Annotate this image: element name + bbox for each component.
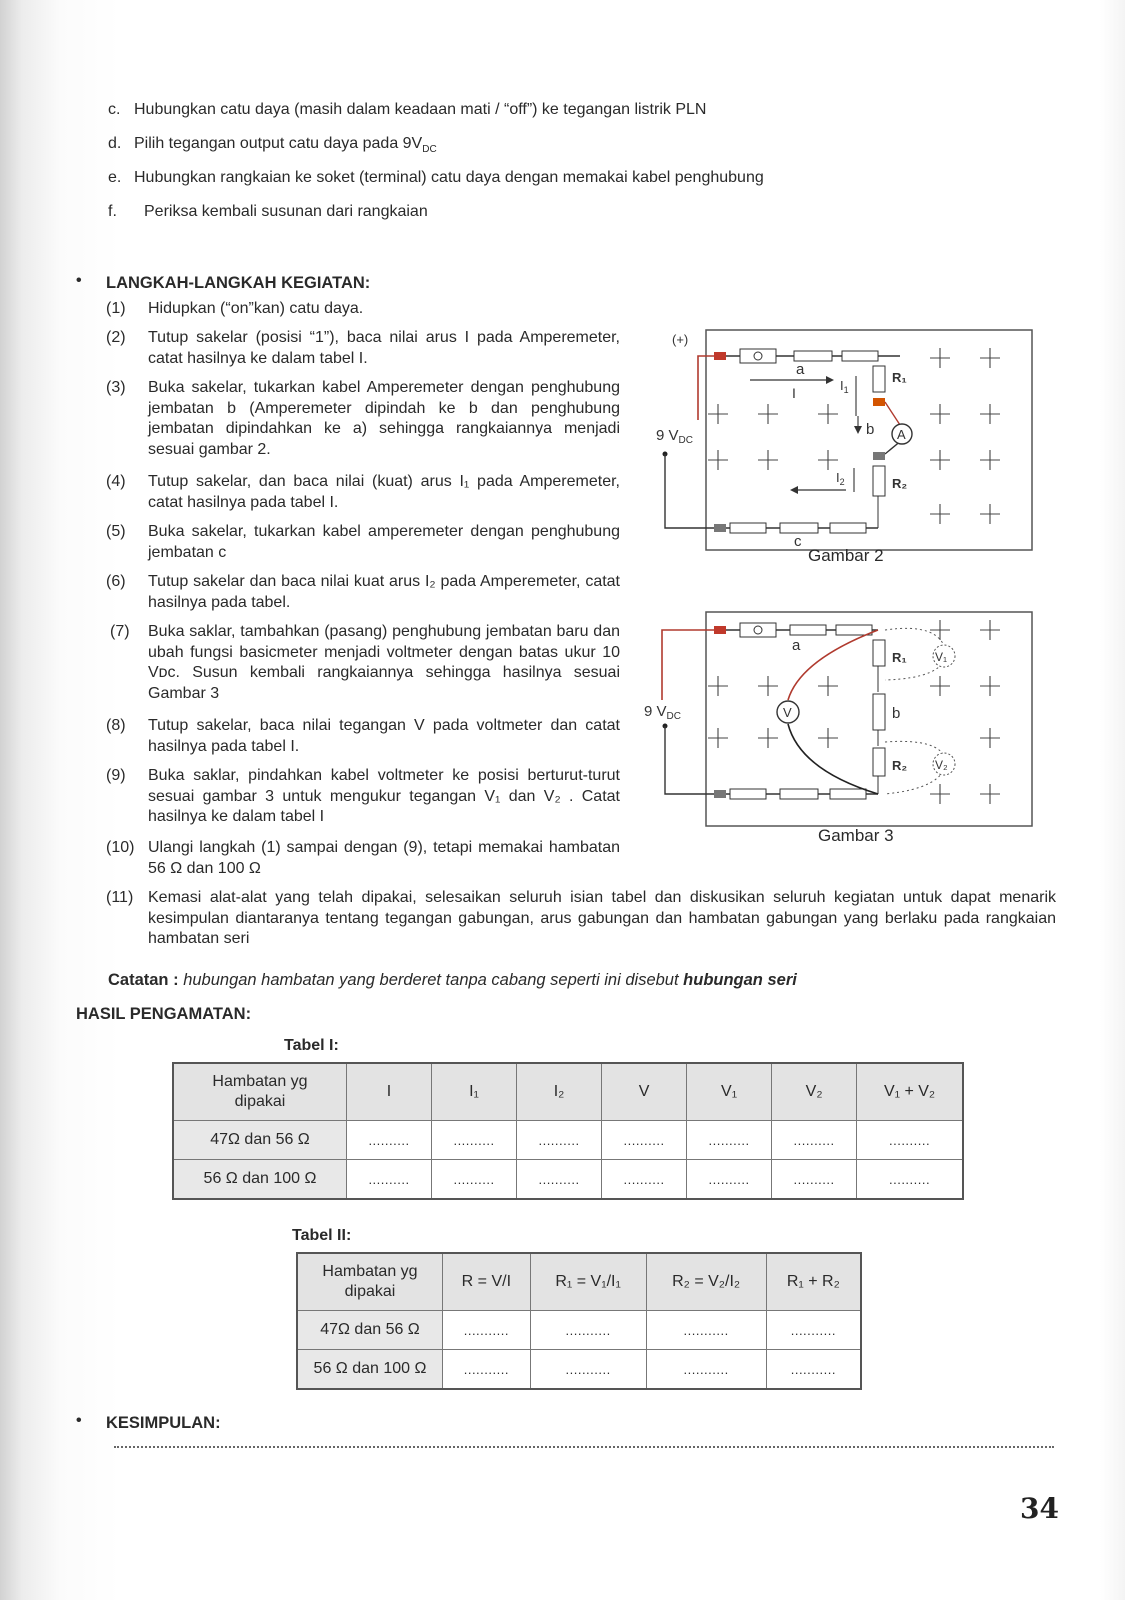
switch-icon xyxy=(740,349,776,363)
setup-step-text: Pilih tegangan output catu daya pada 9V xyxy=(134,135,423,152)
setup-step-text: Hubungkan catu daya (masih dalam keadaan mati / “off”) ke tegangan listrik PLN xyxy=(134,101,707,118)
table-cell-blank: .......... xyxy=(517,1121,602,1160)
table-cell: 56 Ω dan 100 Ω xyxy=(297,1350,443,1390)
table-header-cell: R₁ = V₁/I₁ xyxy=(530,1253,646,1311)
conclusion-heading: KESIMPULAN: xyxy=(106,1414,221,1432)
table-cell-blank: ........... xyxy=(443,1350,531,1390)
step-number: (5) xyxy=(106,523,126,540)
table-cell: 47Ω dan 56 Ω xyxy=(173,1121,347,1160)
step-text: Hidupkan (“on”kan) catu daya. xyxy=(148,300,364,317)
voltmeter-label: V xyxy=(783,705,792,720)
negative-terminal-icon xyxy=(714,524,726,532)
bridge-b-terminal-icon xyxy=(873,398,885,406)
figure-2-caption: Gambar 2 xyxy=(808,546,884,565)
table-header-row xyxy=(173,1063,963,1121)
table-cell-blank: .......... xyxy=(347,1160,432,1200)
breadboard-grid-icon xyxy=(708,620,1000,804)
table-cell-blank: .......... xyxy=(602,1121,687,1160)
table-header-cell: I₁ xyxy=(432,1063,517,1121)
step-number: (10) xyxy=(106,839,135,856)
r2-label: R₂ xyxy=(892,476,908,491)
resistor-r1-icon xyxy=(873,366,885,392)
bridge-connector-icon xyxy=(790,625,826,635)
table-cell-blank: ........... xyxy=(530,1350,646,1390)
r2-label: R₂ xyxy=(892,758,908,773)
table-header-cell: V₂ xyxy=(772,1063,857,1121)
table-cell-blank: .......... xyxy=(517,1160,602,1200)
label-a: a xyxy=(796,361,805,378)
label-c: c xyxy=(794,533,802,550)
label-b: b xyxy=(866,421,875,438)
table-row xyxy=(297,1350,861,1390)
figure-3-caption: Gambar 3 xyxy=(818,826,894,845)
step-number: (11) xyxy=(106,889,134,906)
resistor-r2-icon xyxy=(873,748,885,776)
setup-step-label: d. xyxy=(108,135,122,152)
table-header-cell: Hambatan yg dipakai xyxy=(297,1253,443,1311)
step-text: Buka saklar, tambahkan (pasang) penghubung jembatan baru dan ubah fungsi basicmeter menjadi voltmeter dengan batas ukur 10 Vᴅᴄ. Susun kembali rangkaiannya sehingga hasilnya sesuai Gambar 3 xyxy=(148,623,620,702)
bridge-connector-icon xyxy=(842,351,878,361)
setup-step-text: Hubungkan rangkaian ke soket (terminal) catu daya dengan memakai kabel penghubung xyxy=(134,169,764,186)
table-cell-blank: ........... xyxy=(443,1311,531,1350)
table-cell-blank: .......... xyxy=(602,1160,687,1200)
table-header-cell: Hambatan yg dipakai xyxy=(173,1063,347,1121)
table-cell-blank: ........... xyxy=(530,1311,646,1350)
source-label: 9 $V_{DC}$ xyxy=(644,703,681,722)
setup-step-c xyxy=(108,100,706,120)
table-cell-blank: .......... xyxy=(687,1160,772,1200)
v1-label: V₁ xyxy=(935,650,948,664)
step-text: Buka saklar, pindahkan kabel voltmeter ke posisi berturut-turut sesuai gambar 3 untuk mengukur tegangan V₁ dan V₂ . Catat hasilnya ke dalam tabel I xyxy=(148,767,620,825)
step-number: (1) xyxy=(106,300,126,317)
r1-label: R₁ xyxy=(892,370,907,385)
setup-step-f xyxy=(108,202,428,222)
setup-step-text: Periksa kembali susunan dari rangkaian xyxy=(144,203,428,220)
positive-terminal-icon xyxy=(714,626,726,634)
step-number: (3) xyxy=(106,379,126,396)
step-text: Ulangi langkah (1) sampai dengan (9), tetapi memakai hambatan 56 Ω dan 100 Ω xyxy=(148,839,620,877)
bridge-connector-icon xyxy=(836,625,872,635)
plus-terminal-label: (+) xyxy=(672,332,689,347)
table-row xyxy=(297,1311,861,1350)
table-1 xyxy=(172,1062,964,1200)
bridge-connector-icon xyxy=(780,789,818,799)
table-cell-blank: .......... xyxy=(857,1121,963,1160)
source-label: 9 $V_{DC}$ xyxy=(656,427,693,446)
setup-step-label: e. xyxy=(108,169,122,186)
bullet-icon: • xyxy=(76,272,82,289)
bridge-b-icon xyxy=(873,694,885,730)
bridge-connector-icon xyxy=(780,523,818,533)
table-cell-blank: .......... xyxy=(772,1121,857,1160)
breadboard-grid-icon xyxy=(708,348,1000,524)
label-a: a xyxy=(792,637,801,654)
table-cell-blank: .......... xyxy=(347,1121,432,1160)
note-emphasis: hubungan seri xyxy=(683,971,797,989)
table-cell: 56 Ω dan 100 Ω xyxy=(173,1160,347,1200)
figure-2-circuit xyxy=(640,318,1040,580)
table-header-cell: V xyxy=(602,1063,687,1121)
results-heading: HASIL PENGAMATAN: xyxy=(76,1005,252,1023)
switch-icon xyxy=(740,623,776,637)
table-cell-blank: ........... xyxy=(646,1350,766,1390)
note-label: Catatan : xyxy=(108,971,179,989)
table-cell-blank: .......... xyxy=(687,1121,772,1160)
table-header-cell: R = V/I xyxy=(443,1253,531,1311)
step-text: Buka sakelar, tukarkan kabel amperemeter dengan penghubung jembatan c xyxy=(148,523,620,561)
ammeter-label: A xyxy=(897,427,906,442)
table-header-cell: R₁ + R₂ xyxy=(766,1253,861,1311)
setup-step-label: f. xyxy=(108,203,117,220)
table-2 xyxy=(296,1252,862,1390)
current-i-label: I xyxy=(792,385,796,401)
activity-heading: LANGKAH-LANGKAH KEGIATAN: xyxy=(106,274,371,292)
step-number: (2) xyxy=(106,329,126,346)
table-header-cell: R₂ = V₂/I₂ xyxy=(646,1253,766,1311)
bridge-connector-icon xyxy=(794,351,832,361)
step-text: Kemasi alat-alat yang telah dipakai, selesaikan seluruh isian tabel dan diskusikan seluruh kegiatan untuk dapat menarik kesimpulan diantaranya tentang tegangan gabungan, arus gabungan dan hambatan gabungan yang berlaku pada rangkaian hambatan seri xyxy=(148,889,1056,947)
table-1-title: Tabel I: xyxy=(284,1037,339,1054)
current-i1-label: $I_1$ xyxy=(840,378,849,395)
step-text: Tutup sakelar (posisi “1”), baca nilai arus I pada Amperemeter, catat hasilnya ke dalam tabel I. xyxy=(148,329,620,367)
setup-step-e xyxy=(108,168,764,188)
bullet-icon: • xyxy=(76,1412,82,1429)
table-cell-blank: .......... xyxy=(432,1121,517,1160)
step-number: (7) xyxy=(110,623,130,640)
resistor-r1-icon xyxy=(873,640,885,666)
positive-terminal-icon xyxy=(714,352,726,360)
table-cell-blank: .......... xyxy=(432,1160,517,1200)
current-i2-label: $I_2$ xyxy=(836,470,845,487)
step-text: Tutup sakelar, baca nilai tegangan V pada voltmeter dan catat hasilnya pada tabel I. xyxy=(148,717,620,755)
table-row xyxy=(173,1121,963,1160)
figure-3-circuit xyxy=(640,600,1040,840)
page-number: 34 xyxy=(1020,1492,1059,1525)
step-text: Buka sakelar, tukarkan kabel Amperemeter dengan penghubung jembatan b (Amperemeter dipindah ke b dan penghubung jembatan dipindahkan ke a) sehingga rangkaiannya menjadi sesuai gambar 2. xyxy=(148,379,620,458)
note xyxy=(108,970,797,990)
table-row xyxy=(173,1160,963,1200)
setup-step-label: c. xyxy=(108,101,121,118)
step-text: Tutup sakelar, dan baca nilai (kuat) arus I₁ pada Amperemeter, catat hasilnya pada tabel I. xyxy=(148,473,620,511)
table-cell-blank: ........... xyxy=(646,1311,766,1350)
note-text: hubungan hambatan yang berderet tanpa cabang seperti ini disebut xyxy=(183,971,679,989)
table-header-cell: V₁ xyxy=(687,1063,772,1121)
table-header-cell: I₂ xyxy=(517,1063,602,1121)
conclusion-answer-line[interactable] xyxy=(114,1446,1054,1448)
step-number: (9) xyxy=(106,767,126,784)
resistor-r2-icon xyxy=(873,466,885,496)
negative-terminal-icon xyxy=(714,790,726,798)
table-header-cell: V₁ + V₂ xyxy=(857,1063,963,1121)
step-number: (6) xyxy=(106,573,126,590)
setup-step-subscript: DC xyxy=(422,144,437,156)
table-header-cell: I xyxy=(347,1063,432,1121)
setup-step-d xyxy=(108,134,437,160)
table-header-row xyxy=(297,1253,861,1311)
r1-label: R₁ xyxy=(892,650,907,665)
step-number: (8) xyxy=(106,717,126,734)
table-cell-blank: ........... xyxy=(766,1350,861,1390)
table-cell-blank: .......... xyxy=(772,1160,857,1200)
v2-label: V₂ xyxy=(935,758,948,772)
step-number: (4) xyxy=(106,473,126,490)
step-text: Tutup sakelar dan baca nilai kuat arus I₂ pada Amperemeter, catat hasilnya pada tabel. xyxy=(148,573,620,611)
table-cell-blank: ........... xyxy=(766,1311,861,1350)
table-cell: 47Ω dan 56 Ω xyxy=(297,1311,443,1350)
label-b: b xyxy=(892,705,901,722)
table-cell-blank: .......... xyxy=(857,1160,963,1200)
table-2-title: Tabel II: xyxy=(292,1227,352,1244)
